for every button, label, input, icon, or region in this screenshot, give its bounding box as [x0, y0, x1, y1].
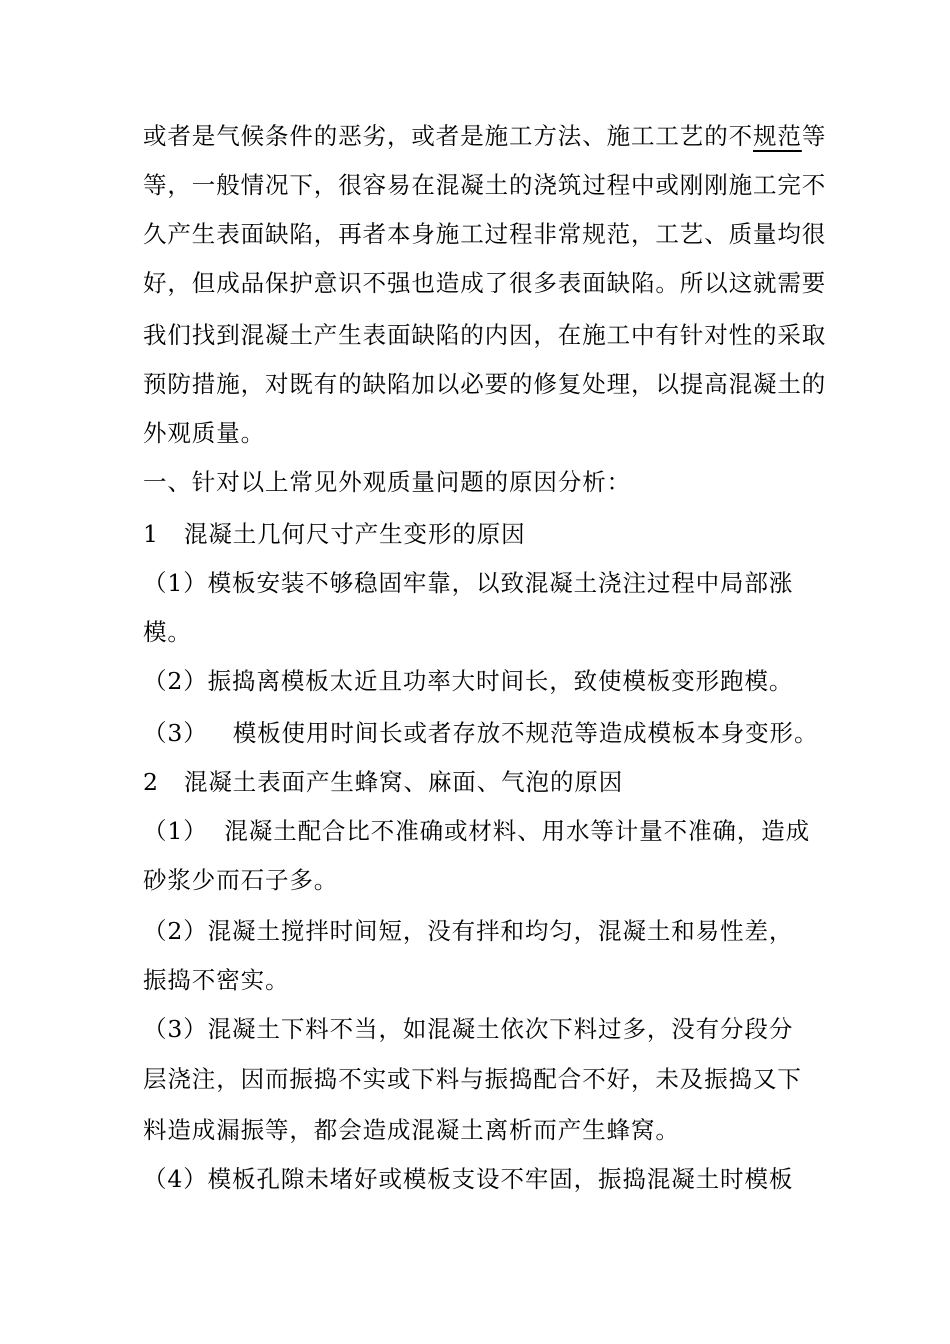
text-line-4: 好，但成品保护意识不强也造成了很多表面缺陷。所以这就需要 — [143, 269, 827, 297]
text-line-7: 外观质量。 — [143, 419, 265, 447]
text-segment: 或者是气候条件的恶劣，或者是施工方法、施工工艺的不 — [143, 122, 753, 150]
list-item-1-1: （1）模板安装不够稳固牢靠，以致混凝土浇注过程中局部涨 — [143, 569, 794, 597]
list-item-2-4: （4）模板孔隙未堵好或模板支设不牢固，振捣混凝土时模板 — [143, 1165, 794, 1193]
list-item-1-1-cont: 模。 — [143, 618, 192, 646]
text-line-1 — [143, 121, 826, 151]
list-item-2-2: （2）混凝土搅拌时间短，没有拌和均匀，混凝土和易性差， — [143, 917, 794, 945]
list-item-2-3: （3）混凝土下料不当，如混凝土依次下料过多，没有分段分 — [143, 1015, 794, 1043]
subheading-1: 1 混凝土几何尺寸产生变形的原因 — [143, 520, 526, 548]
text-line-6: 预防措施，对既有的缺陷加以必要的修复处理，以提高混凝土的 — [143, 370, 827, 398]
section-heading: 一、针对以上常见外观质量问题的原因分析： — [143, 468, 631, 496]
list-item-2-1-cont: 砂浆少而石子多。 — [143, 866, 339, 894]
subheading-2: 2 混凝土表面产生蜂窝、麻面、气泡的原因 — [143, 768, 624, 796]
text-segment: 等 — [801, 122, 827, 150]
list-item-2-3-cont2: 料造成漏振等，都会造成混凝土离析而产生蜂窝。 — [143, 1116, 680, 1144]
text-line-5: 我们找到混凝土产生表面缺陷的内因，在施工中有针对性的采取 — [143, 321, 827, 349]
underlined-word: 规范 — [753, 122, 802, 150]
text-line-3: 久产生表面缺陷，再者本身施工过程非常规范，工艺、质量均很 — [143, 220, 827, 248]
list-item-1-2: （2）振捣离模板太近且功率大时间长，致使模板变形跑模。 — [143, 667, 794, 695]
list-item-1-3: （3） 模板使用时间长或者存放不规范等造成模板本身变形。 — [143, 719, 819, 747]
text-line-2: 等，一般情况下，很容易在混凝土的浇筑过程中或刚刚施工完不 — [143, 171, 827, 199]
list-item-2-3-cont: 层浇注，因而振捣不实或下料与振捣配合不好，未及振捣又下 — [143, 1065, 802, 1093]
list-item-2-2-cont: 振捣不密实。 — [143, 966, 290, 994]
list-item-2-1: （1） 混凝土配合比不准确或材料、用水等计量不准确，造成 — [143, 817, 810, 845]
